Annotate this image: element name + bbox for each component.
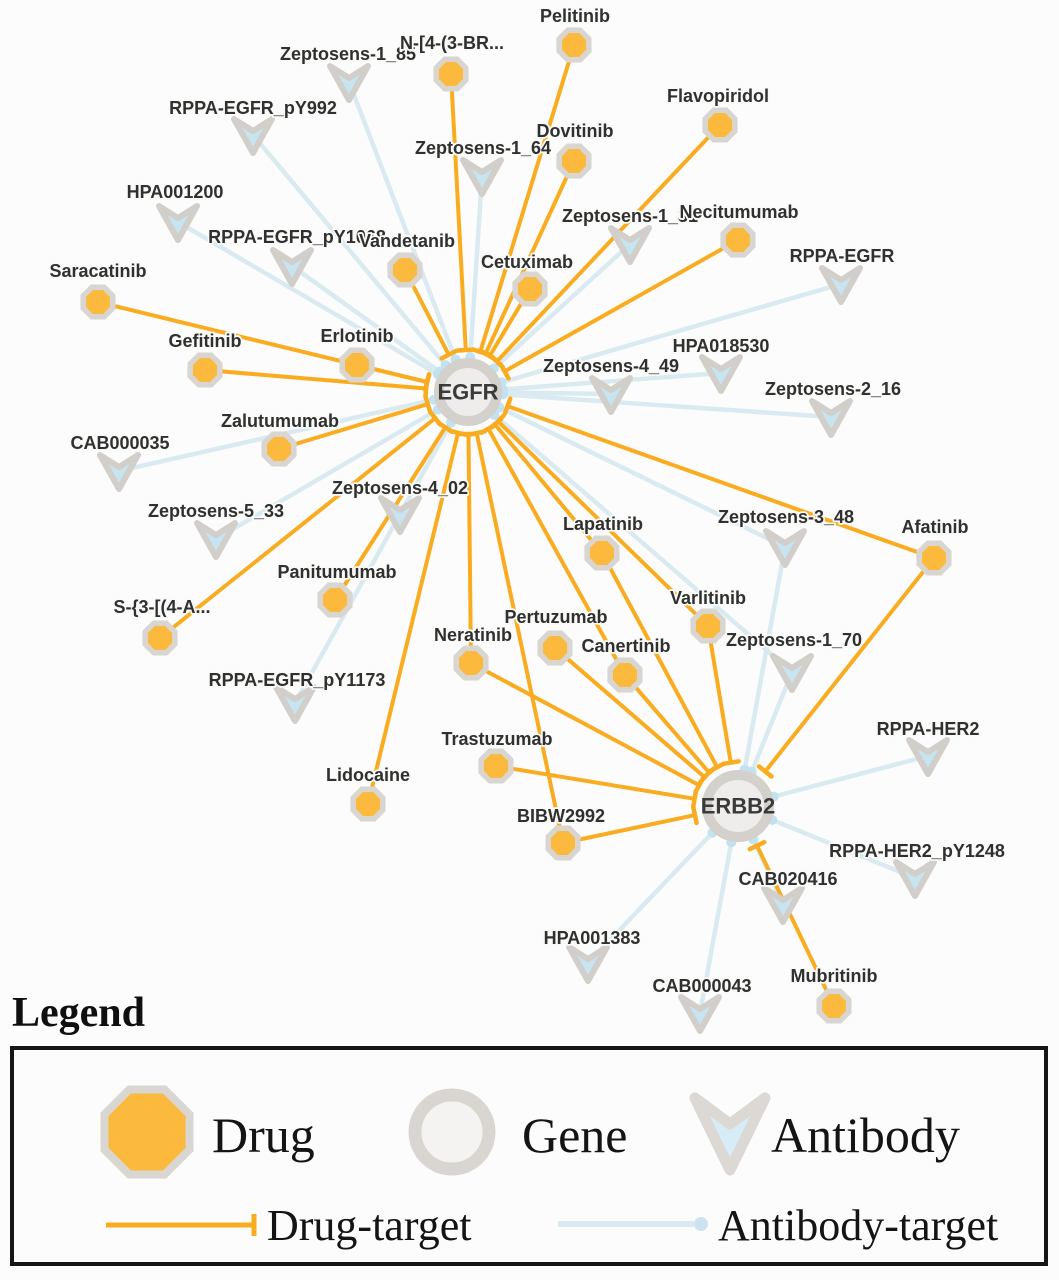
drug-label-flavopiridol: Flavopiridol (666, 86, 770, 106)
antibody-label-cab000043: CAB000043 (652, 976, 752, 996)
edge-drug-flavopiridol-egfr (497, 125, 720, 361)
drug-label-trastuzumab: Trastuzumab (441, 729, 553, 749)
antibody-node-rppa-her2 (909, 740, 947, 774)
antibody-label-zeptosens-3-48: Zeptosens-3_48 (717, 507, 855, 527)
drug-node-bibw2992 (548, 828, 578, 858)
antibody-label-hpa001200: HPA001200 (126, 182, 224, 202)
gene-label-egfr: EGFR (437, 379, 499, 405)
legend-box (10, 1046, 1048, 1266)
antibody-label-rppa-egfr: RPPA-EGFR (789, 246, 895, 266)
antibody-target-edge-icon (554, 1211, 724, 1237)
drug-node-necitumumab (723, 225, 753, 255)
drug-node-s-3-4-a (145, 623, 175, 653)
drug-label-gefitinib: Gefitinib (168, 331, 242, 351)
drug-node-saracatinib (83, 287, 113, 317)
drug-node-canertinib (610, 660, 640, 690)
edge-drug-n-4-3-br-egfr (451, 74, 466, 350)
drug-label-necitumumab: Necitumumab (679, 202, 799, 222)
drug-label-lidocaine: Lidocaine (325, 765, 411, 785)
drug-label-canertinib: Canertinib (581, 636, 671, 656)
drug-node-mubritinib (819, 991, 849, 1021)
antibody-node-zeptosens-5-33 (197, 523, 235, 557)
drug-label-pelitinib: Pelitinib (539, 6, 611, 26)
drug-node-vandetanib (390, 255, 420, 285)
edge-drug-canertinib-erbb2 (625, 675, 709, 773)
edge-tee-bibw2992-erbb2 (693, 807, 696, 823)
drug-target-edge-icon (102, 1212, 272, 1238)
drug-label-n-4-3-br: N-[4-(3-BR... (400, 33, 504, 53)
drug-label-bibw2992: BIBW2992 (516, 806, 606, 826)
gene-label-erbb2: ERBB2 (700, 793, 776, 819)
drug-label-saracatinib: Saracatinib (49, 261, 147, 281)
antibody-label-zeptosens-1-31: Zeptosens-1_31 (561, 206, 699, 226)
legend-label-gene: Gene (522, 1107, 628, 1163)
drug-node-dovitinib (559, 146, 589, 176)
antibody-label-rppa-egfr-py1173: RPPA-EGFR_pY1173 (208, 670, 386, 690)
drug-node-lapatinib (587, 538, 617, 568)
drug-label-erlotinib: Erlotinib (320, 326, 394, 346)
edge-drug-trastuzumab-erbb2 (496, 766, 695, 799)
drug-node-varlitinib (693, 611, 723, 641)
antibody-node-rppa-egfr (822, 268, 860, 302)
legend-label-drug-target: Drug-target (267, 1201, 472, 1250)
drug-node-n-4-3-br (436, 59, 466, 89)
drug-node-cetuximab (515, 274, 545, 304)
antibody-label-rppa-her2: RPPA-HER2 (876, 719, 980, 739)
drug-octagon-icon (95, 1080, 199, 1184)
antibody-node-hpa001200 (159, 206, 197, 240)
drug-label-vandetanib: Vandetanib (358, 231, 456, 251)
antibody-node-zeptosens-4-02 (381, 498, 419, 532)
antibody-node-rppa-her2-py1248 (896, 862, 934, 896)
drug-label-dovitinib: Dovitinib (536, 121, 614, 141)
antibody-label-hpa018530: HPA018530 (672, 336, 770, 356)
edge-tee-n-4-3-br-egfr (458, 350, 474, 351)
antibody-label-zeptosens-4-02: Zeptosens-4_02 (331, 478, 469, 498)
drug-label-panitumumab: Panitumumab (277, 562, 397, 582)
edge-tee-erlotinib-egfr (425, 374, 429, 390)
edge-tee-varlitinib-erbb2 (723, 761, 739, 764)
antibody-label-zeptosens-1-85: Zeptosens-1_85 (279, 44, 417, 64)
drug-label-neratinib: Neratinib (433, 625, 513, 645)
drug-label-varlitinib: Varlitinib (669, 588, 747, 608)
antibody-node-zeptosens-3-48 (766, 531, 804, 565)
gene-circle-icon (404, 1084, 500, 1180)
antibody-label-rppa-egfr-py1068: RPPA-EGFR_pY1068 (208, 227, 386, 247)
antibody-label-rppa-her2-py1248: RPPA-HER2_pY1248 (829, 841, 1005, 861)
drug-label-afatinib: Afatinib (901, 517, 969, 537)
antibody-node-cab000035 (100, 455, 138, 489)
drug-label-pertuzumab: Pertuzumab (504, 607, 608, 627)
antibody-label-zeptosens-4-49: Zeptosens-4_49 (542, 356, 680, 376)
antibody-label-zeptosens-5-33: Zeptosens-5_33 (147, 501, 285, 521)
antibody-label-rppa-egfr-py992: RPPA-EGFR_pY992 (169, 98, 337, 118)
antibody-label-zeptosens-1-70: Zeptosens-1_70 (725, 630, 863, 650)
drug-label-mubritinib: Mubritinib (790, 966, 878, 986)
drug-label-cetuximab: Cetuximab (480, 252, 574, 272)
drug-node-afatinib (919, 543, 949, 573)
antibody-node-rppa-egfr-py1173 (276, 687, 314, 721)
antibody-label-zeptosens-2-16: Zeptosens-2_16 (764, 379, 902, 399)
edge-tee-trastuzumab-erbb2 (693, 791, 696, 807)
drug-node-flavopiridol (705, 110, 735, 140)
drug-label-zalutumumab: Zalutumumab (220, 411, 340, 431)
edge-antibody-zeptosens-1-70-erbb2 (751, 672, 792, 774)
drug-node-gefitinib (190, 355, 220, 385)
antibody-node-cab020416 (764, 888, 802, 922)
drug-node-panitumumab (320, 585, 350, 615)
drug-node-neratinib (456, 648, 486, 678)
antibody-node-zeptosens-1-64 (463, 160, 501, 194)
legend-label-drug: Drug (212, 1107, 315, 1163)
antibody-label-cab020416: CAB020416 (738, 869, 838, 889)
antibody-node-zeptosens-1-70 (773, 656, 811, 690)
antibody-label-hpa001383: HPA001383 (543, 928, 641, 948)
antibody-node-hpa001383 (569, 947, 607, 981)
drug-node-pertuzumab (540, 633, 570, 663)
drug-node-zalutumumab (264, 434, 294, 464)
antibody-label-cab000035: CAB000035 (70, 433, 170, 453)
drug-node-pelitinib (559, 30, 589, 60)
drug-label-s-3-4-a: S-{3-[(4-A... (113, 597, 211, 617)
antibody-node-zeptosens-1-85 (330, 66, 368, 100)
drug-label-lapatinib: Lapatinib (563, 514, 643, 534)
antibody-chevron-icon (685, 1078, 777, 1182)
antibody-label-zeptosens-1-64: Zeptosens-1_64 (414, 138, 552, 158)
legend-label-antibody: Antibody (771, 1107, 960, 1163)
drug-node-trastuzumab (481, 751, 511, 781)
drug-node-erlotinib (342, 350, 372, 380)
edge-antibody-rppa-her2-erbb2 (771, 756, 928, 797)
legend-label-antibody-target: Antibody-target (718, 1201, 999, 1250)
legend-title: Legend (12, 990, 146, 1036)
drug-node-lidocaine (353, 789, 383, 819)
